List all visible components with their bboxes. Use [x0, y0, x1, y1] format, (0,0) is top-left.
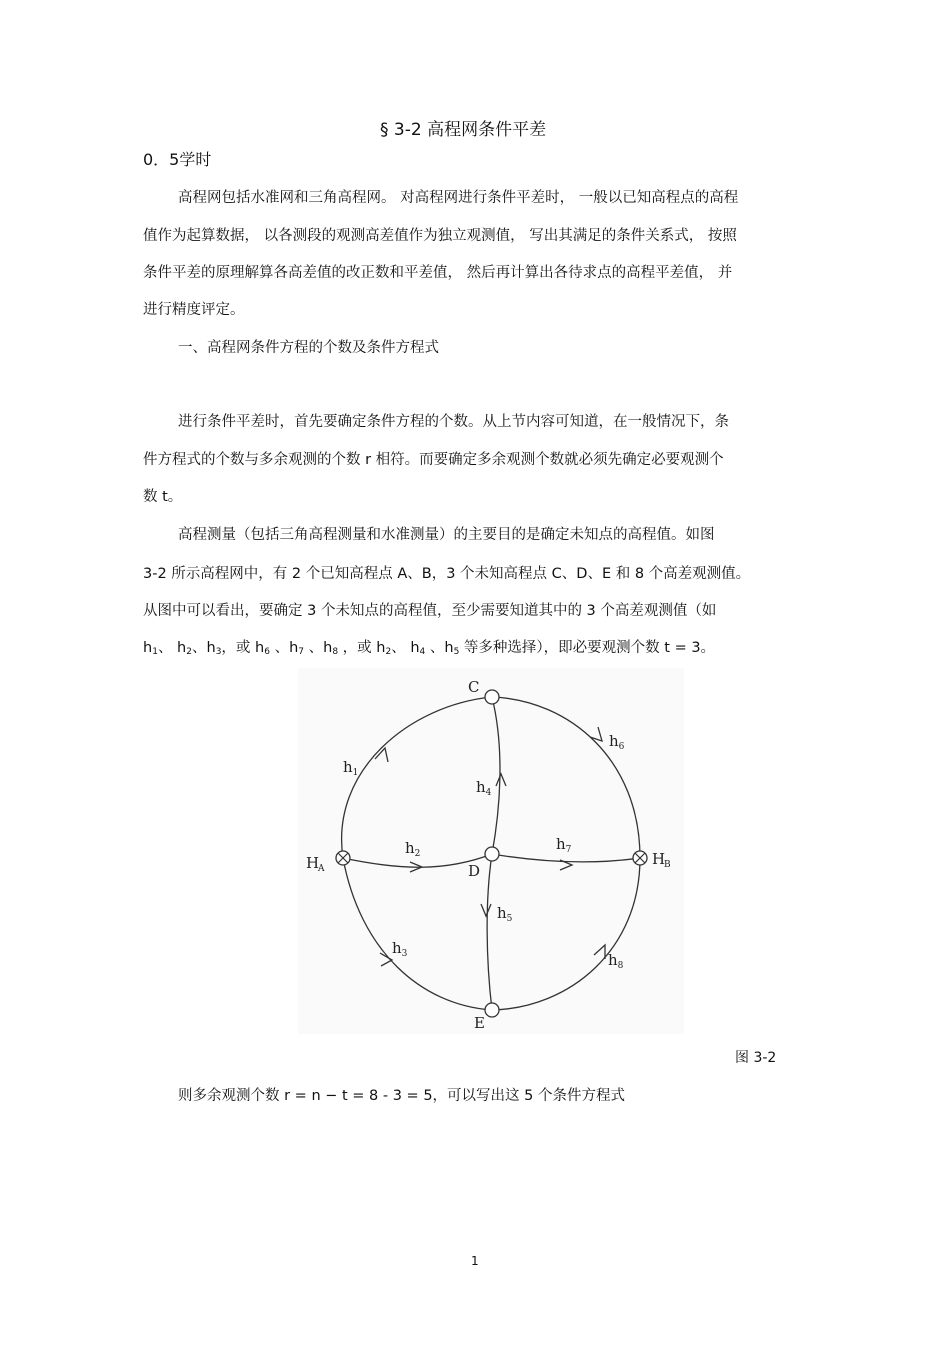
label-HB-sub: B	[664, 860, 671, 870]
label-HA: H	[306, 854, 320, 872]
edge-h6	[492, 697, 640, 858]
svg-text:h8: $h_8$	[608, 951, 624, 971]
label-E: E	[474, 1014, 485, 1032]
edge-h1	[342, 697, 492, 858]
edge-h4	[492, 697, 500, 854]
svg-text:h4: $h_4$	[476, 778, 492, 798]
subsection-heading: 一、高程网条件方程的个数及条件方程式	[178, 340, 439, 356]
svg-text:h3: $h_3$	[392, 939, 408, 959]
label-h1: 1	[352, 768, 359, 778]
point-D	[485, 847, 499, 861]
label-h2: 2	[414, 849, 421, 859]
svg-text:h1: $h_1$	[343, 758, 359, 778]
page-number: 1	[471, 1254, 479, 1268]
figure-caption: 图 3-2	[735, 1050, 777, 1066]
label-h8: 8	[617, 961, 624, 971]
svg-text:h2: $h_2$	[405, 839, 421, 859]
label-C: C	[468, 678, 480, 696]
edge-h5	[487, 854, 492, 1010]
point-C	[485, 690, 499, 704]
edge-h8	[492, 858, 640, 1010]
arrow-h8	[594, 945, 605, 959]
para1-line1: 高程网包括水准网和三角高程网。 对高程网进行条件平差时， 一般以已知高程点的高程	[178, 190, 739, 206]
svg-text:h7: $h_7$	[556, 835, 572, 855]
leveling-network-diagram	[298, 668, 684, 1034]
label-h3: 3	[401, 949, 408, 959]
label-h7: 7	[565, 845, 572, 855]
arrow-h1	[375, 748, 388, 762]
label-HB: H	[652, 850, 666, 868]
svg-text:h5: $h_5$	[497, 904, 513, 924]
edge-h7	[492, 854, 640, 862]
para3-line4: $h_1$、 $h_2$、$h_3$，或 $h_6$ 、$h_7$ 、$h_8$ ，或 $h_2$、 $h_4$ 、$h_5$ 等多种选择），即必要观测个数 t = 3。	[143, 640, 716, 657]
para2-line2: 件方程式的个数与多余观测的个数 r 相符。而要确定多余观测个数就必须先确定必要观测个	[143, 452, 724, 468]
edge-h3	[343, 858, 492, 1010]
label-h5: 5	[506, 914, 513, 924]
label-HA-sub: A	[318, 864, 325, 874]
para2-line1: 进行条件平差时，首先要确定条件方程的个数。从上节内容可知道，在一般情况下，条	[178, 414, 729, 430]
label-h6: 6	[618, 742, 625, 752]
point-E	[485, 1003, 499, 1017]
para1-line2: 值作为起算数据， 以各测段的观测高差值作为独立观测值， 写出其满足的条件关系式， 按照	[143, 228, 737, 244]
para3-line2: 3-2 所示高程网中，有 2 个已知高程点 A、B，3 个未知高程点 C、D、E 和 8 个高差观测值。	[143, 566, 751, 582]
arrow-h4	[496, 774, 506, 786]
arrow-h5	[481, 904, 491, 916]
para3-line3: 从图中可以看出，要确定 3 个未知点的高程值，至少需要知道其中的 3 个高差观测值（如	[143, 603, 717, 619]
para2-line3: 数 t。	[143, 489, 183, 505]
class-hours: 0．5学时	[143, 150, 212, 169]
section-title: § 3-2 高程网条件平差	[380, 120, 547, 140]
label-h4: 4	[485, 788, 492, 798]
para1-line3: 条件平差的原理解算各高差值的改正数和平差值， 然后再计算出各待求点的高程平差值， 并	[143, 265, 733, 281]
network-svg	[298, 668, 684, 1034]
conclusion-line: 则多余观测个数 r = n − t = 8 - 3 = 5，可以写出这 5 个条件方程式	[178, 1088, 625, 1104]
para3-line1: 高程测量（包括三角高程测量和水准测量）的主要目的是确定未知点的高程值。如图	[178, 527, 715, 543]
svg-text:h6: $h_6$	[609, 732, 625, 752]
para1-line4: 进行精度评定。	[143, 302, 245, 318]
label-D: D	[468, 862, 481, 880]
